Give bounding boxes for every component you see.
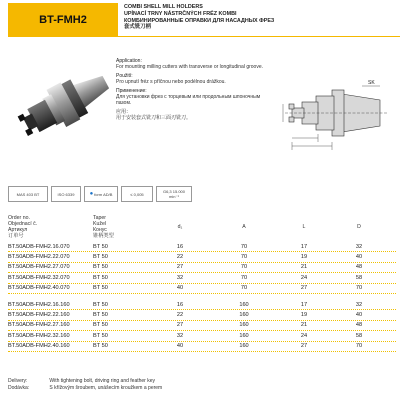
cell-a: 160 xyxy=(239,332,249,339)
cell-d1: 22 xyxy=(176,312,184,319)
cell-a: 70 xyxy=(240,254,248,261)
cell-taper: BT 50 xyxy=(93,332,108,339)
table-row xyxy=(8,273,396,283)
header-order-en: Order no. xyxy=(8,215,30,221)
cell-a: 160 xyxy=(239,322,249,329)
cell-d1: 32 xyxy=(176,274,184,281)
delivery-en-line xyxy=(8,378,162,385)
cell-l: 17 xyxy=(300,301,308,308)
delivery-cz-line xyxy=(8,385,162,392)
application-text xyxy=(116,58,276,170)
spec-tolerance: ≤ 0,005 xyxy=(121,186,153,202)
cell-a: 160 xyxy=(239,343,249,350)
cell-order: BT.50ADB-FMH2.16.160 xyxy=(8,301,70,308)
spec-table xyxy=(8,212,396,352)
spec-mas: MAS 403 BT xyxy=(8,186,48,202)
table-group-a70 xyxy=(8,242,396,294)
cell-taper: BT 50 xyxy=(93,285,108,292)
header-taper-cz: Kužel xyxy=(93,221,106,227)
cell-order: BT.50ADB-FMH2.32.070 xyxy=(8,274,70,281)
cell-d: 48 xyxy=(355,264,363,271)
application-text-cz: Pro upnutí fréz s příčnou nebo podélnou drážkou. xyxy=(116,79,226,85)
cell-d: 32 xyxy=(355,243,363,250)
sk-label: SK xyxy=(368,80,375,86)
application-title-cn: 应用： xyxy=(116,109,132,115)
title-cz: UPÍNACÍ TRNY NÁSTRČNÝCH FRÉZ KOMBI xyxy=(124,10,237,17)
tool-holder-photo xyxy=(8,54,118,156)
cell-taper: BT 50 xyxy=(93,301,108,308)
cell-order: BT.50ADB-FMH2.22.160 xyxy=(8,312,70,319)
application-text-ru: Для установки фрез с торцевым или продольным шпоночным пазом. xyxy=(116,94,261,106)
table-row xyxy=(8,310,396,320)
cell-taper: BT 50 xyxy=(93,243,108,250)
cell-d1: 22 xyxy=(176,254,184,261)
header-order-cz: Objednací č. xyxy=(8,221,38,227)
title-ru: КОМБИНИРОВАННЫЕ ОПРАВКИ ДЛЯ НАСАДНЫХ ФРЕЗ xyxy=(124,17,275,24)
delivery-en-label: Delivery: xyxy=(8,378,28,384)
header-code-tab xyxy=(8,3,118,37)
table-row xyxy=(8,263,396,273)
cell-l: 21 xyxy=(300,264,308,271)
spec-form-text: form AD/B xyxy=(94,191,113,197)
header-order xyxy=(8,215,93,239)
cell-d1: 40 xyxy=(176,343,184,350)
table-row xyxy=(8,242,396,252)
cell-a: 70 xyxy=(240,285,248,292)
product-code: BT-FMH2 xyxy=(39,14,87,26)
cell-l: 21 xyxy=(300,322,308,329)
table-row xyxy=(8,284,396,294)
cell-l: 19 xyxy=(300,254,308,261)
cell-order: BT.50ADB-FMH2.32.160 xyxy=(8,332,70,339)
drop-icon: ● xyxy=(89,190,94,197)
cell-l: 27 xyxy=(300,285,308,292)
header-order-cn: 订单号 xyxy=(8,233,24,239)
header-taper xyxy=(93,215,151,239)
application-title-cz: Použití: xyxy=(116,73,133,79)
cell-order: BT.50ADB-FMH2.22.070 xyxy=(8,254,70,261)
cell-d1: 16 xyxy=(176,243,184,250)
cell-l: 24 xyxy=(300,332,308,339)
cell-l: 17 xyxy=(300,243,308,250)
header-l: L xyxy=(302,224,306,230)
cell-a: 70 xyxy=(240,274,248,281)
cell-d1: 16 xyxy=(176,301,184,308)
delivery-cz-text: S křížovým šroubem, unášecím kroužkem a perem xyxy=(49,385,163,391)
cell-l: 27 xyxy=(300,343,308,350)
cell-order: BT.50ADB-FMH2.40.160 xyxy=(8,343,70,350)
cell-order: BT.50ADB-FMH2.27.070 xyxy=(8,264,70,271)
application-text-cn: 用于安装套式铣刀和三面刃铣刀。 xyxy=(116,115,192,121)
spec-iso: ISO 6339 xyxy=(51,186,81,202)
header-taper-cn: 锥柄类型 xyxy=(93,233,114,239)
cell-d1: 27 xyxy=(176,322,184,329)
header-taper-ru: Конус xyxy=(93,227,107,233)
spec-balance: G6,3 15.000 min⁻¹ xyxy=(156,186,192,202)
header-d: D xyxy=(357,224,361,230)
cell-a: 160 xyxy=(239,301,249,308)
product-titles xyxy=(124,4,274,31)
cell-d: 70 xyxy=(355,343,363,350)
cell-a: 70 xyxy=(240,243,248,250)
header-a: A xyxy=(242,224,246,230)
table-row xyxy=(8,321,396,331)
table-row xyxy=(8,252,396,262)
cell-order: BT.50ADB-FMH2.27.160 xyxy=(8,322,70,329)
cell-d: 40 xyxy=(355,254,363,261)
cell-d1: 27 xyxy=(176,264,184,271)
cell-l: 19 xyxy=(300,312,308,319)
table-row xyxy=(8,342,396,352)
delivery-cz-label: Dodávka: xyxy=(8,385,30,391)
table-group-a160 xyxy=(8,300,396,352)
cell-taper: BT 50 xyxy=(93,343,108,350)
table-row xyxy=(8,300,396,310)
table-row xyxy=(8,331,396,341)
cell-d: 40 xyxy=(355,312,363,319)
cell-d: 70 xyxy=(355,285,363,292)
title-en: COMBI SHELL MILL HOLDERS xyxy=(124,4,203,10)
spec-badges xyxy=(8,186,192,202)
application-text-en: For mounting milling cutters with transverse or longitudinal groove. xyxy=(116,64,264,70)
header-divider xyxy=(118,36,400,37)
cell-l: 24 xyxy=(300,274,308,281)
cell-d1: 32 xyxy=(176,332,184,339)
header-order-ru: Артикул xyxy=(8,227,28,233)
cell-taper: BT 50 xyxy=(93,274,108,281)
cell-a: 70 xyxy=(240,264,248,271)
table-header xyxy=(8,212,396,242)
title-cn: 套式铣刀柄 xyxy=(124,24,151,31)
technical-drawing xyxy=(280,72,392,154)
cell-order: BT.50ADB-FMH2.40.070 xyxy=(8,285,70,292)
cell-d1: 40 xyxy=(176,285,184,292)
application-title-ru: Применение: xyxy=(116,88,147,94)
delivery-notes xyxy=(8,378,162,392)
header-taper-en: Taper xyxy=(93,215,106,221)
cell-order: BT.50ADB-FMH2.16.070 xyxy=(8,243,70,250)
spec-form xyxy=(84,186,118,202)
cell-d: 58 xyxy=(355,332,363,339)
cell-d: 32 xyxy=(355,301,363,308)
cell-a: 160 xyxy=(239,312,249,319)
application-title-en: Application: xyxy=(116,58,142,64)
cell-d: 48 xyxy=(355,322,363,329)
delivery-en-text: With tightening bolt, driving ring and feather key xyxy=(49,378,156,384)
cell-taper: BT 50 xyxy=(93,264,108,271)
cell-d: 58 xyxy=(355,274,363,281)
cell-taper: BT 50 xyxy=(93,322,108,329)
header-d1: d₁ xyxy=(177,224,183,230)
cell-taper: BT 50 xyxy=(93,254,108,261)
cell-taper: BT 50 xyxy=(93,312,108,319)
